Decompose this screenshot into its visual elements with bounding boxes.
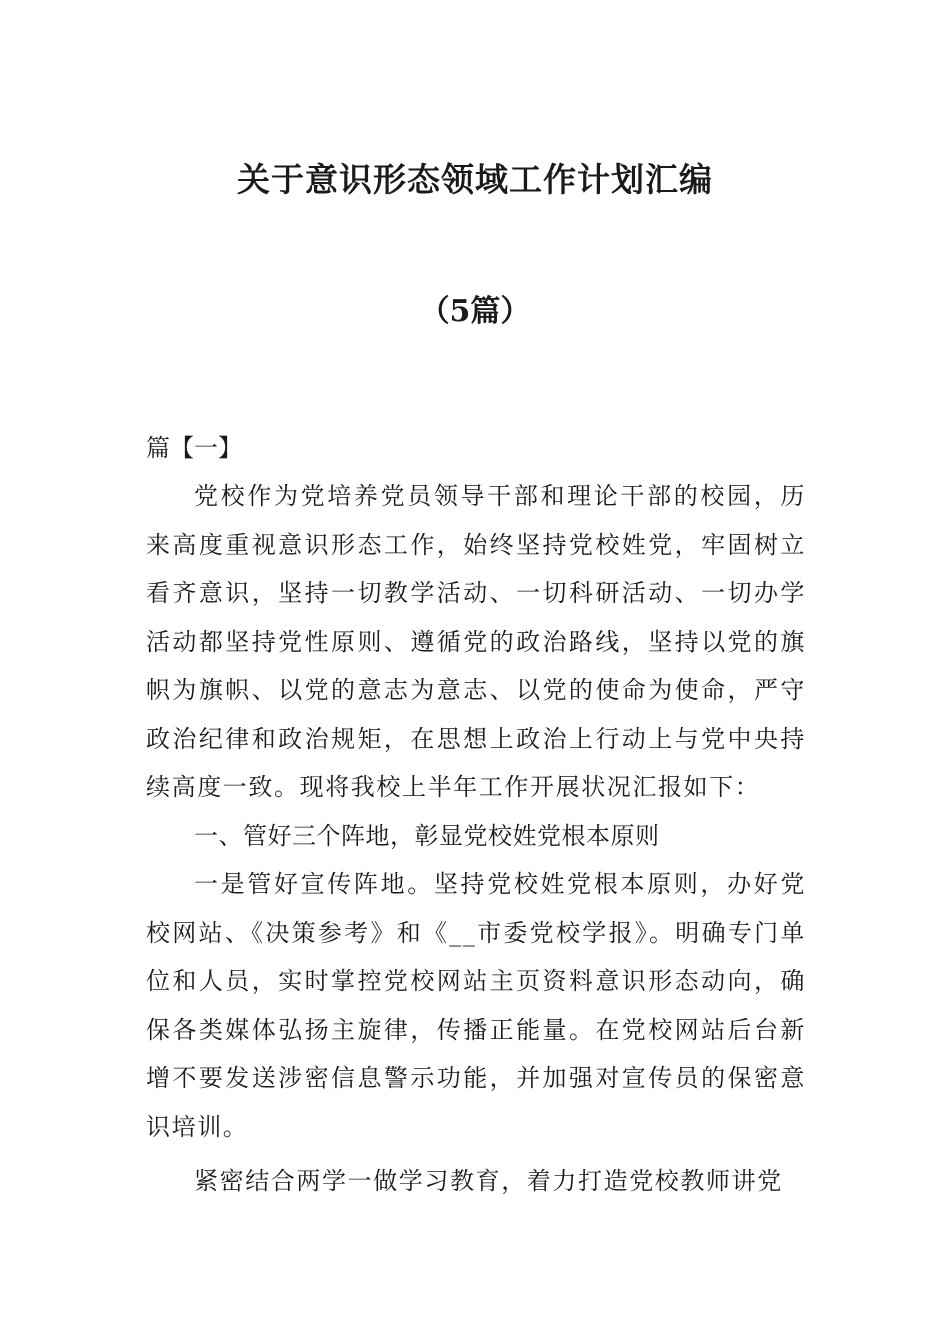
paragraph-continued: 紧密结合两学一做学习教育，着力打造党校教师讲党: [194, 1167, 783, 1195]
paragraph-section-heading: 一、管好三个阵地，彰显党校姓党根本原则: [194, 821, 660, 850]
document-title: 关于意识形态领域工作计划汇编: [237, 160, 713, 199]
document-subtitle: （5篇）: [419, 294, 531, 329]
paragraph-intro: 党校作为党培养党员领导干部和理论干部的校园，历来高度重视意识形态工作，始终坚持党校姓党，牢固树立看齐意识，坚持一切教学活动、一切科研活动、一切办学活动都坚持党性原则、遵循党的政治路线，坚持以党的旗帜为旗帜、以党的意志为意志、以党的使命为使命，严守政治纪律和政治规矩，在思想上政治上行动上与党中央持续高度一致。现将我校上半年工作开展状况汇报如下：: [146, 482, 806, 801]
section-label: 篇【一】: [146, 434, 242, 462]
paragraph-propaganda: 一是管好宣传阵地。坚持党校姓党根本原则，办好党校网站、《决策参考》和《__市委党校学报》。明确专门单位和人员，实时掌控党校网站主页资料意识形态动向，确保各类媒体弘扬主旋律，传播正能量。在党校网站后台新增不要发送涉密信息警示功能，并加强对宣传员的保密意识培训。: [146, 870, 806, 1141]
document-body: [146, 424, 806, 1206]
